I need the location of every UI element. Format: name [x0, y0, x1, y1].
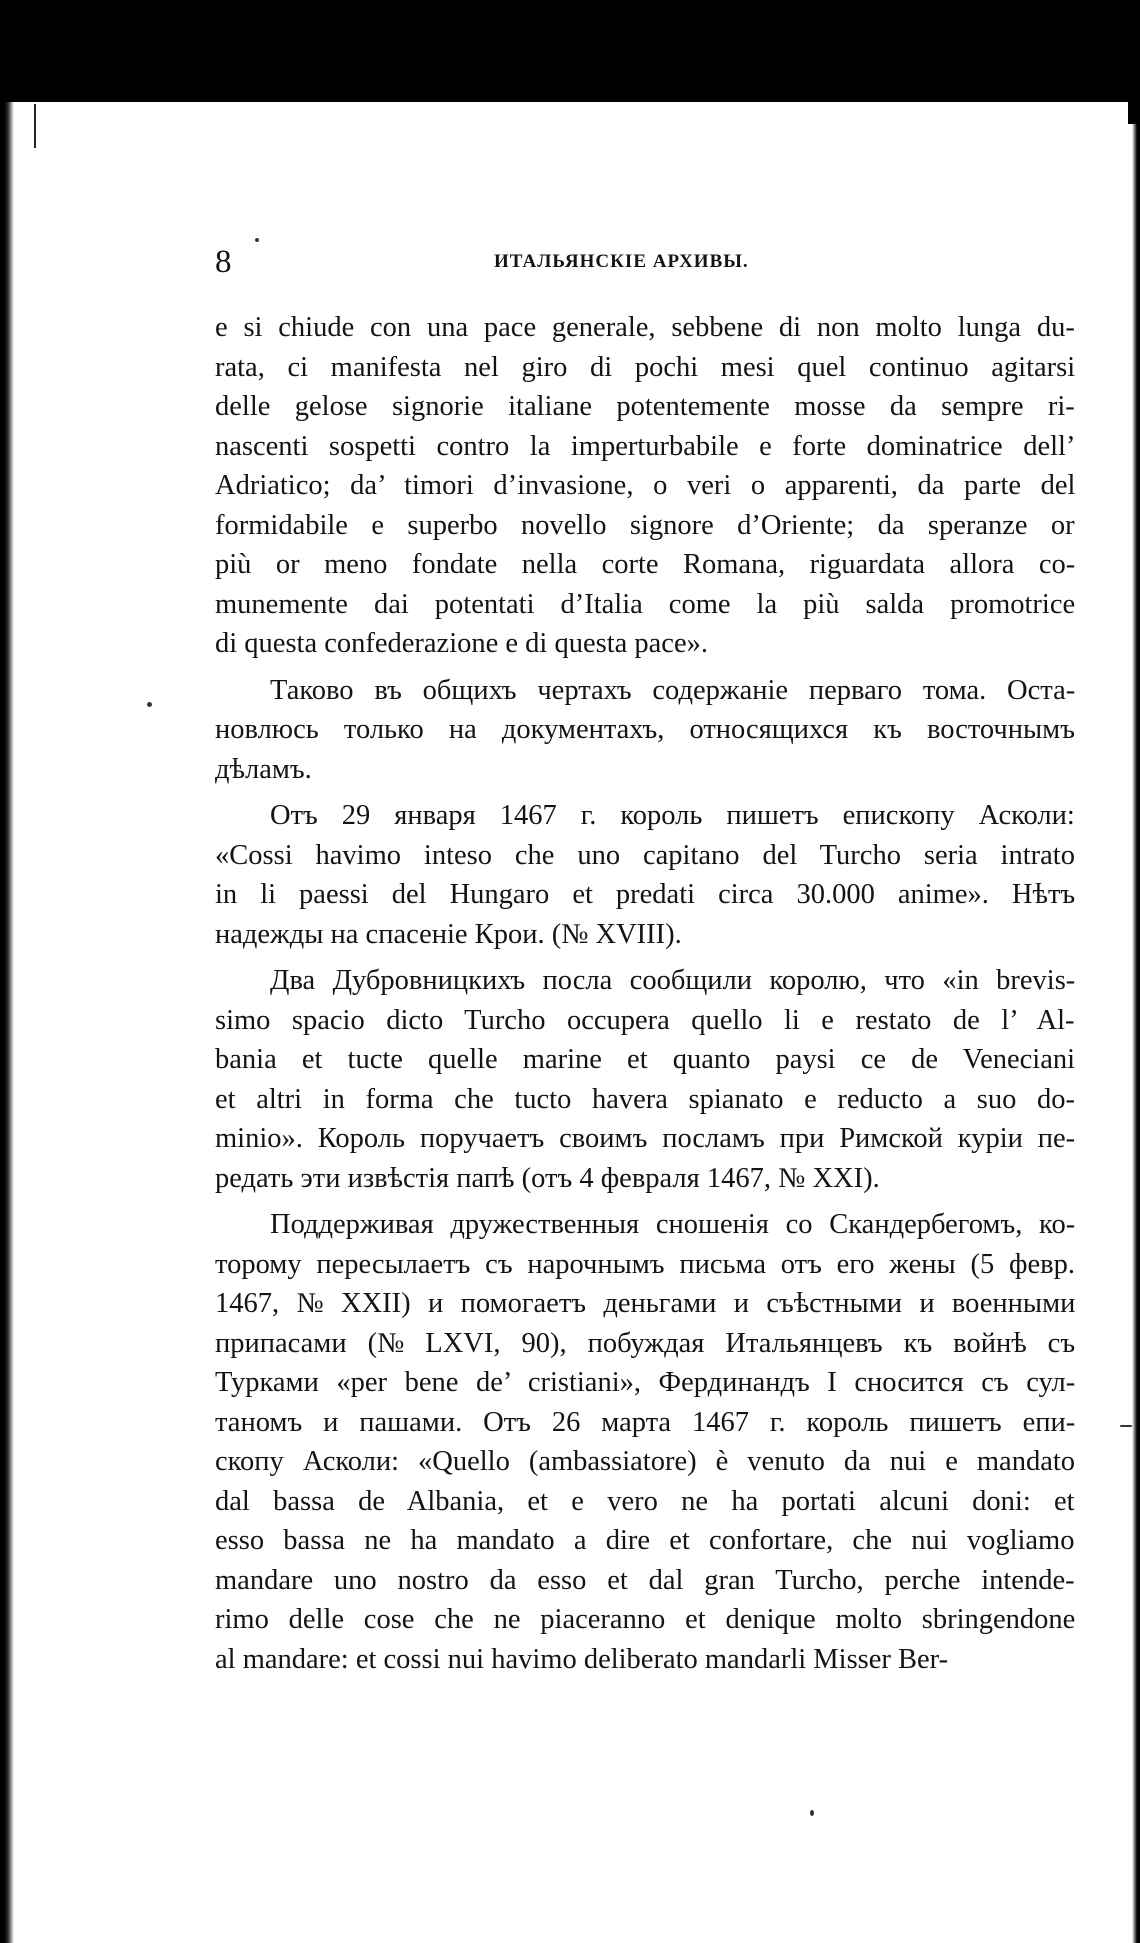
- text-line: Два Дубровницкихъ посла сообщили королю, что «in brevis-: [270, 965, 1076, 996]
- text-line: Поддерживая дружественныя сношенія со Скандербегомъ, ко-: [270, 1209, 1076, 1240]
- text-line: торому пересылаетъ съ нарочнымъ письма отъ его жены (5 февр.: [215, 1248, 1075, 1280]
- text-line: delle gelose signorie italiane potentemente mosse da sempre ri-: [215, 391, 1075, 422]
- text-line: al mandare: et cossi nui havimo deliberato mandarli Misser Ber-: [215, 1643, 949, 1675]
- text-line: rimo delle cose che ne piaceranno et denique molto sbringendone: [215, 1604, 1076, 1635]
- scan-speck: [147, 702, 152, 707]
- text-line: formidabile e superbo novello signore d’Oriente; da speranze or: [215, 509, 1075, 541]
- text-line: minio». Король поручаетъ своимъ посламъ при Римской куріи пе-: [215, 1123, 1076, 1154]
- paragraph-5: [215, 1205, 1075, 1679]
- running-title: ИТАЛЬЯНСКІЕ АРХИВЫ.: [494, 251, 749, 272]
- scan-top-border: [0, 0, 1140, 102]
- book-page: [215, 242, 1075, 1679]
- scan-left-edge: [0, 102, 14, 1943]
- text-line: in li paessi del Hungaro et predati circa 30.000 anime». Нѣтъ: [215, 879, 1076, 910]
- text-line: e si chiude con una pace generale, sebbene di non molto lunga du-: [215, 312, 1075, 343]
- text-line: mandare uno nostro da esso et dal gran Turcho, perche intende-: [215, 1564, 1075, 1596]
- text-line: esso bassa ne ha mandato a dire et confortare, che nui vogliamo: [215, 1525, 1075, 1556]
- text-line: 1467, № XXII) и помогаетъ деньгами и съѣстными и военными: [215, 1288, 1076, 1319]
- text-line: Таково въ общихъ чертахъ содержаніе перваго тома. Оста-: [270, 674, 1076, 706]
- text-line: Adriatico; da’ timori d’invasione, o veri o apparenti, da parte del: [215, 470, 1076, 501]
- text-line: di questa confederazione e di questa pace».: [215, 628, 708, 659]
- paragraph-3: [215, 796, 1075, 954]
- text-line: rata, ci manifesta nel giro di pochi mesi quel continuo agitarsi: [215, 351, 1076, 383]
- page-number: 8: [215, 244, 232, 280]
- scan-right-mark: [1128, 102, 1140, 124]
- text-line: simo spacio dicto Turcho occupera quello li e restato de l’ Al-: [215, 1004, 1075, 1036]
- scan-left-mark: [34, 104, 36, 148]
- text-line: Турками «per bene de’ cristiani», Фердинандъ I сносится съ сул-: [215, 1367, 1076, 1398]
- text-line: припасами (№ LXVI, 90), побуждая Итальянцевъ къ войнѣ съ: [215, 1327, 1076, 1359]
- text-line: bania et tucte quelle marine et quanto paysi ce de Veneciani: [215, 1044, 1076, 1075]
- text-line: новлюсь только на документахъ, относящихся къ восточнымъ: [215, 714, 1075, 745]
- scan-right-edge: [1132, 102, 1140, 1943]
- scan-speck: [810, 1810, 814, 1816]
- text-line: редать эти извѣстія папѣ (отъ 4 февраля 1467, № XXI).: [215, 1162, 880, 1194]
- text-line: nascenti sospetti contro la imperturbabile e forte dominatrice dell’: [215, 430, 1076, 462]
- page-header: [215, 242, 1075, 282]
- text-line: скопу Асколи: «Quello (ambassiatore) è venuto da nui e mandato: [215, 1446, 1076, 1477]
- text-line: таномъ и пашами. Отъ 26 марта 1467 г. король пишетъ епи-: [215, 1406, 1076, 1438]
- text-line: надежды на спасеніе Крои. (№ XVIII).: [215, 918, 682, 950]
- text-line: dal bassa de Albania, et e vero ne ha portati alcuni doni: et: [215, 1485, 1075, 1517]
- scan-speck: [1120, 1425, 1132, 1427]
- text-line: Отъ 29 января 1467 г. король пишетъ епископу Асколи:: [270, 800, 1075, 831]
- text-line: munemente dai potentati d’Italia come la più salda promotrice: [215, 588, 1076, 620]
- text-line: «Cossi havimo inteso che uno capitano del Turcho seria intrato: [215, 839, 1075, 871]
- text-line: et altri in forma che tucto havera spianato e reducto a suo do-: [215, 1083, 1075, 1115]
- paragraph-2: [215, 671, 1075, 790]
- text-line: дѣламъ.: [215, 753, 312, 785]
- text-line: più or meno fondate nella corte Romana, riguardata allora co-: [215, 549, 1076, 580]
- paragraph-4: [215, 961, 1075, 1198]
- paragraph-1: [215, 308, 1075, 664]
